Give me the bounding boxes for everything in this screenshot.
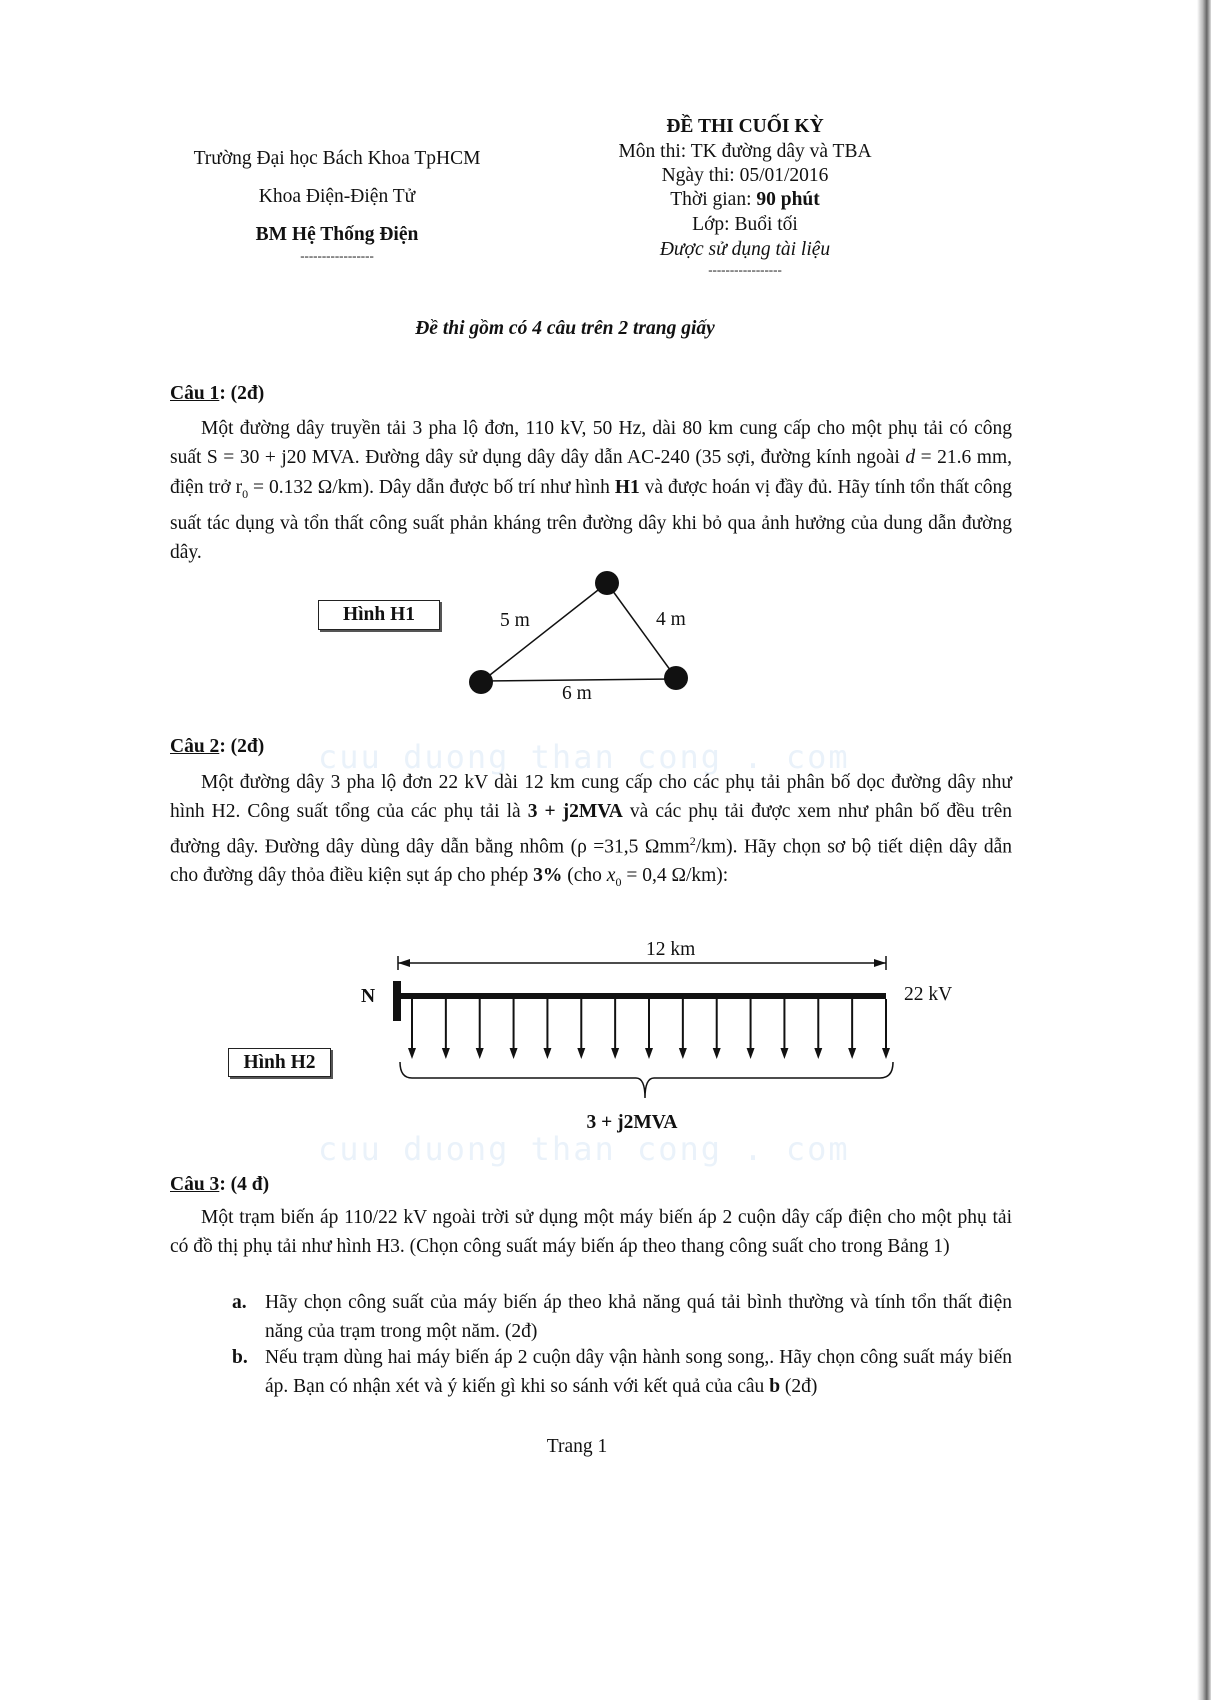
figure-h1-label: Hình H1 bbox=[318, 600, 440, 630]
q2-points: : (2đ) bbox=[219, 736, 265, 757]
q1-points: : (2đ) bbox=[219, 383, 265, 404]
class: Lớp: Buổi tối bbox=[692, 214, 798, 235]
department-name: BM Hệ Thống Điện bbox=[255, 224, 419, 245]
distributed-load-arrows bbox=[408, 999, 890, 1059]
node-label: N bbox=[361, 986, 376, 1007]
duration-value: 90 phút bbox=[756, 189, 820, 210]
load-arrow-head bbox=[814, 1048, 822, 1059]
faculty-name: Khoa Điện-Điện Tử bbox=[258, 186, 416, 207]
load-brace bbox=[400, 1062, 893, 1098]
load-arrow-head bbox=[679, 1048, 687, 1059]
q3-points: : (4 đ) bbox=[219, 1174, 270, 1195]
load-arrow-head bbox=[780, 1048, 788, 1059]
q3-item-a: a. Hãy chọn công suất của máy biến áp theo khả năng quá tải bình thường và tính tổn thất điện năng của trạm trong một năm. (2đ) bbox=[232, 1292, 1012, 1342]
exam-title: ĐỀ THI CUỐI KỲ bbox=[666, 116, 824, 137]
load-arrow-head bbox=[510, 1048, 518, 1059]
q1-label: Câu 1 bbox=[170, 383, 220, 404]
load-arrow-head bbox=[476, 1048, 484, 1059]
load-arrow-head bbox=[543, 1048, 551, 1059]
load-arrow-head bbox=[747, 1048, 755, 1059]
distance-label: 5 m bbox=[500, 610, 530, 631]
load-arrow-head bbox=[848, 1048, 856, 1059]
exam-date: Ngày thi: 05/01/2016 bbox=[661, 165, 829, 186]
load-arrow-head bbox=[408, 1048, 416, 1059]
figure-h2-label: Hình H2 bbox=[228, 1048, 331, 1077]
distance-label: 4 m bbox=[656, 609, 686, 630]
q3-heading bbox=[170, 1174, 269, 1196]
q3-text: Một trạm biến áp 110/22 kV ngoài trời sử dụng một máy biến áp 2 cuộn dây cấp điện cho một phụ tải có đồ thị phụ tải như hình H3. (Chọn công suất máy biến áp theo thang công suất cho trong Bảng 1) bbox=[170, 1207, 1012, 1258]
load-arrow-head bbox=[713, 1048, 721, 1059]
load-arrow-head bbox=[611, 1048, 619, 1059]
page-number: Trang 1 bbox=[546, 1436, 608, 1457]
distance-label: 6 m bbox=[562, 683, 592, 704]
q1-text: Một đường dây truyền tải 3 pha lộ đơn, 110 kV, 50 Hz, dài 80 km cung cấp cho một phụ tải có công suất S = 30 + j20 MVA. Đường dây sử dụng dây dây dẫn AC-240 (35 sợi, đường kính ngoài d = 21.6 mm, điện trở $r_0 = 0.132$ Ω/km). Dây dẫn được bố trí như hình H1 và được hoán vị đầy đủ. Hãy tính tổn thất công suất tác dụng và tổn thất công suất phản kháng trên đường dây khi bỏ qua ảnh hưởng của dung dẫn đường dây. bbox=[170, 418, 1013, 564]
materials-note: Được sử dụng tài liệu bbox=[659, 239, 831, 260]
load-arrow-head bbox=[645, 1048, 653, 1059]
load-arrow-head bbox=[442, 1048, 450, 1059]
load-arrow-head bbox=[882, 1048, 890, 1059]
exam-subtitle: Đề thi gồm có 4 câu trên 2 trang giấy bbox=[415, 318, 715, 339]
q2-label: Câu 2 bbox=[170, 736, 220, 757]
feeder-line bbox=[398, 993, 886, 999]
watermark: cuu duong than cong . com bbox=[318, 738, 850, 776]
duration-label: Thời gian: bbox=[670, 189, 757, 210]
divider: ----------------- bbox=[708, 262, 782, 277]
total-load-label: 3 + j2MVA bbox=[586, 1112, 678, 1133]
source-bus bbox=[393, 981, 401, 1021]
load-arrow-head bbox=[577, 1048, 585, 1059]
voltage-label: 22 kV bbox=[904, 984, 953, 1005]
q3-label: Câu 3 bbox=[170, 1174, 220, 1195]
q3-item-b: b. Nếu trạm dùng hai máy biến áp 2 cuộn dây vận hành song song,. Hãy chọn công suất máy biến áp. Bạn có nhận xét và ý kiến gì khi so sánh với kết quả của câu b (2đ) bbox=[232, 1347, 1012, 1397]
subject: Môn thi: TK đường dây và TBA bbox=[618, 141, 872, 162]
divider: ----------------- bbox=[300, 248, 374, 263]
length-label: 12 km bbox=[646, 939, 696, 960]
school-name: Trường Đại học Bách Khoa TpHCM bbox=[193, 148, 481, 169]
q2-text: Một đường dây 3 pha lộ đơn 22 kV dài 12 km cung cấp cho các phụ tải phân bố dọc đường dây như hình H2. Công suất tổng của các phụ tải là 3 + j2MVA và các phụ tải được xem như phân bố đều trên đường dây. Đường dây dùng dây dẫn bằng nhôm (ρ =31,5 Ωmm$^2$/km). Hãy chọn sơ bộ tiết diện dây dẫn cho đường dây thỏa điều kiện sụt áp cho phép 3% (cho $x_0 = 0,4$ Ω/km): bbox=[170, 772, 1012, 890]
watermark: cuu duong than cong . com bbox=[318, 1130, 850, 1168]
